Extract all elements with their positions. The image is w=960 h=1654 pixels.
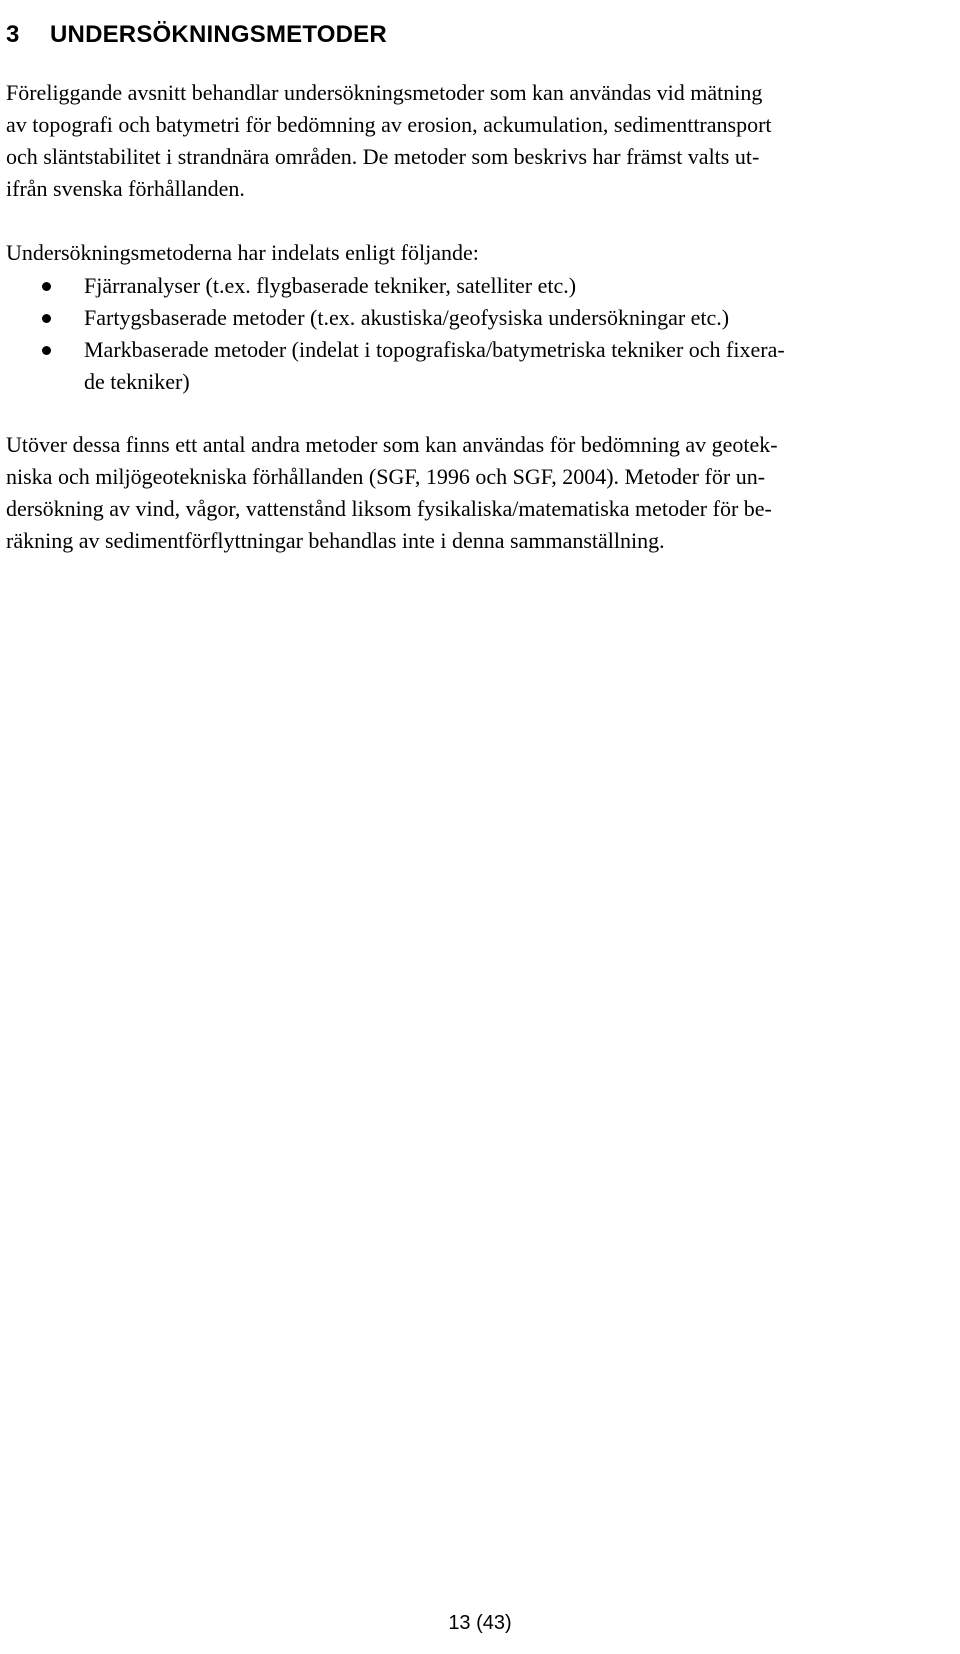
list-item-text: Fartygsbaserade metoder (t.ex. akustiska/geofysiska undersökningar etc.) xyxy=(84,305,730,330)
page-number: 13 (43) xyxy=(448,1612,512,1634)
list-item-text: Fjärranalyser (t.ex. flygbaserade tekniker, satelliter etc.) xyxy=(84,273,577,298)
paragraph-line: räkning av sedimentförflyttningar behandlas inte i denna sammanställning. xyxy=(6,528,665,553)
list-item xyxy=(0,334,960,398)
list-item xyxy=(0,302,960,334)
section-title: UNDERSÖKNINGSMETODER xyxy=(50,21,387,49)
bullet-icon xyxy=(42,314,51,323)
list-intro-text: Undersökningsmetoderna har indelats enligt följande: xyxy=(6,240,479,265)
paragraph-line: och släntstabilitet i strandnära områden. De metoder som beskrivs har främst valts ut- xyxy=(6,144,760,169)
method-list xyxy=(0,270,960,398)
paragraph-line: dersökning av vind, vågor, vattenstånd liksom fysikaliska/matematiska metoder för be- xyxy=(6,496,772,521)
section-heading xyxy=(6,20,387,50)
section-number: 3 xyxy=(6,21,20,49)
list-item xyxy=(0,270,960,302)
list-item-text: Markbaserade metoder (indelat i topografiska/batymetriska tekniker och fixera- xyxy=(84,337,785,362)
intro-paragraph xyxy=(6,77,946,205)
closing-paragraph xyxy=(6,429,946,557)
paragraph-line: ifrån svenska förhållanden. xyxy=(6,176,245,201)
bullet-icon xyxy=(42,346,51,355)
bullet-icon xyxy=(42,282,51,291)
paragraph-line: Föreliggande avsnitt behandlar undersökningsmetoder som kan användas vid mätning xyxy=(6,80,763,105)
paragraph-line: av topografi och batymetri för bedömning av erosion, ackumulation, sedimenttransport xyxy=(6,112,772,137)
list-item-text: de tekniker) xyxy=(84,369,190,394)
paragraph-line: niska och miljögeotekniska förhållanden (SGF, 1996 och SGF, 2004). Metoder för un- xyxy=(6,464,766,489)
paragraph-line: Utöver dessa finns ett antal andra metoder som kan användas för bedömning av geotek- xyxy=(6,432,778,457)
list-intro xyxy=(6,237,946,269)
